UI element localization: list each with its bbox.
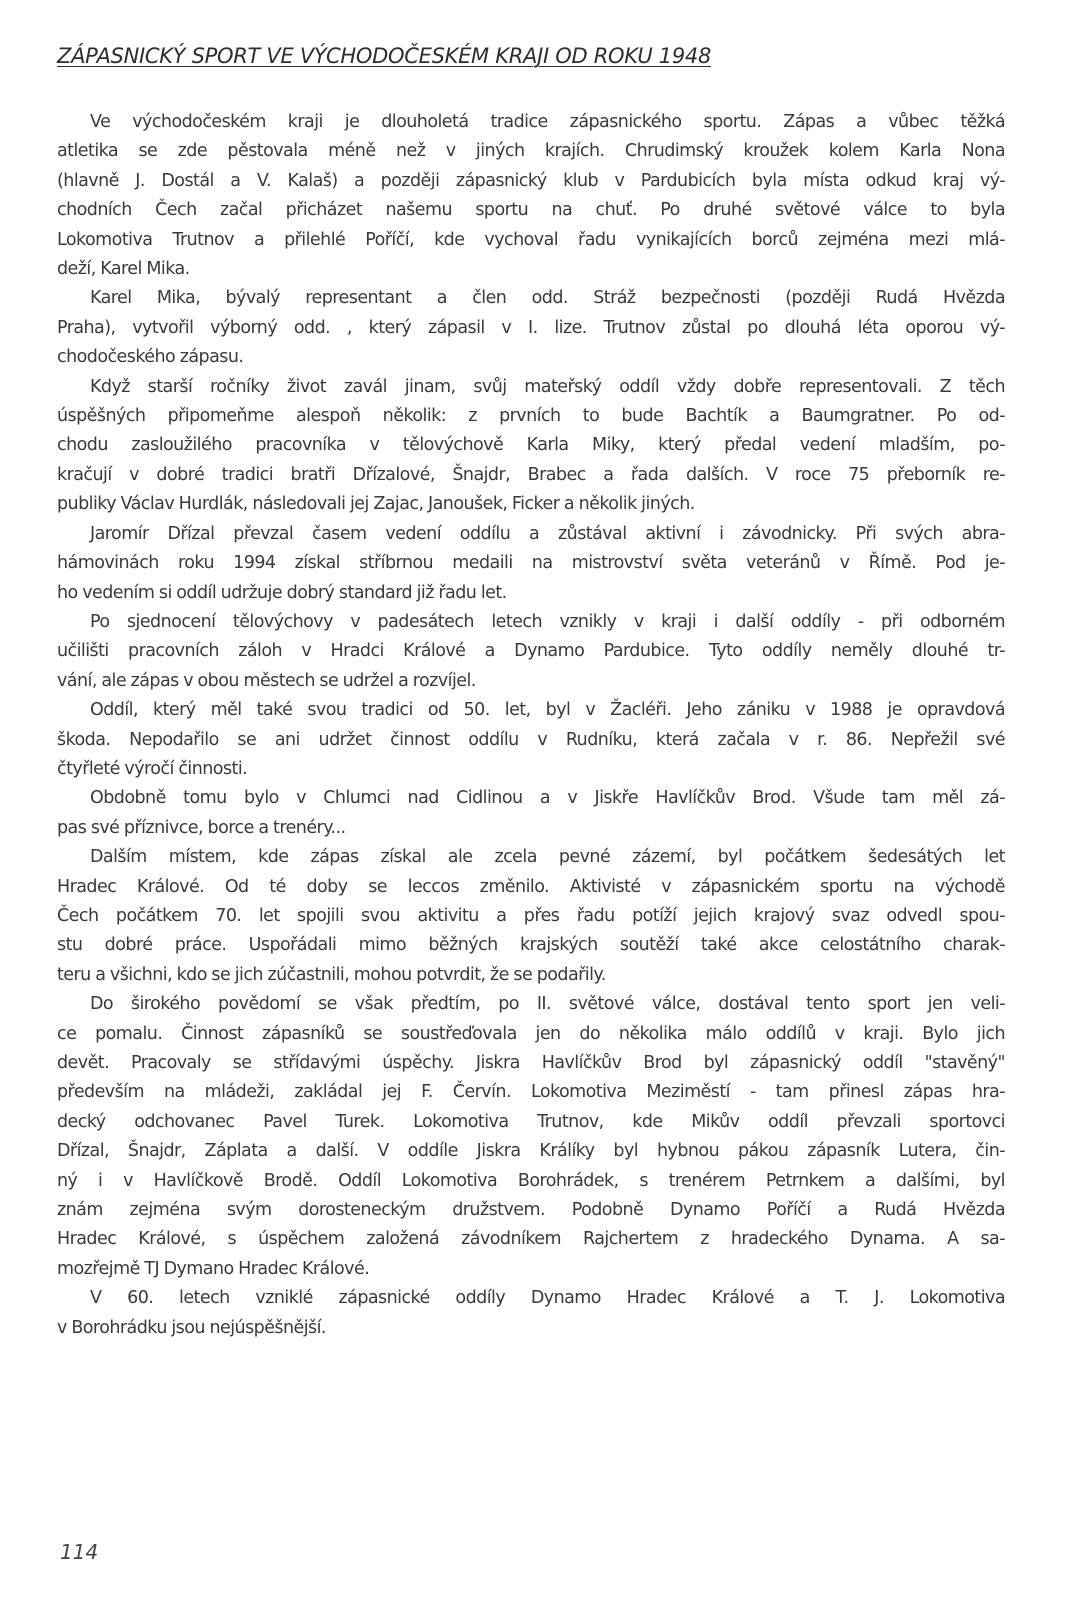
text-line: Lokomotiva Trutnov a přilehlé Poříčí, kde vychoval řadu vynikajících borců zejména mezi mlá-: [57, 229, 1005, 250]
text-line: Když starší ročníky život zavál jinam, svůj mateřský oddíl vždy dobře representovali. Z těch: [90, 376, 1005, 397]
text-line: Ve východočeském kraji je dlouholetá tradice zápasnického sportu. Zápas a vůbec těžká: [90, 112, 1005, 132]
paragraph: [57, 108, 1005, 284]
text-line: kračují v dobré tradici bratři Dřízalové, Šnajdr, Brabec a řada dalších. V roce 75 přeborník re-: [57, 464, 1005, 485]
chapter-title: ZÁPASNICKÝ SPORT VE VÝCHODOČESKÉM KRAJI OD ROKU 1948: [57, 44, 712, 68]
text-line: teru a všichni, kdo se jich zúčastnili, mohou potvrdit, že se podařily.: [57, 964, 606, 985]
text-line: znám zejména svým dorosteneckým družstvem. Podobně Dynamo Poříčí a Rudá Hvězda: [57, 1200, 1005, 1221]
text-line: úspěšných připomeňme alespoň několik: z prvních to bude Bachtík a Baumgratner. Po od-: [57, 406, 1005, 427]
paragraph: [57, 608, 1005, 696]
text-line: chodu zasloužilého pracovníka v tělovýchově Karla Miky, který předal vedení mladším, po-: [57, 435, 1005, 456]
body-text: [57, 108, 1005, 1343]
page-number: 114: [60, 1540, 99, 1564]
text-line: chodočeského zápasu.: [57, 347, 244, 368]
paragraph: [57, 1284, 1005, 1343]
text-line: devět. Pracovaly se střídavými úspěchy. Jiskra Havlíčkův Brod byl zápasnický oddíl "stavěný": [57, 1053, 1005, 1073]
text-line: Do širokého povědomí se však předtím, po II. světové válce, dostával tento sport jen veli-: [90, 994, 1005, 1015]
paragraph: [57, 520, 1005, 608]
text-line: čtyřleté výročí činnosti.: [57, 758, 248, 779]
text-line: mozřejmě TJ Dymano Hradec Králové.: [57, 1258, 370, 1279]
text-line: vání, ale zápas v obou městech se udržel a rozvíjel.: [57, 670, 476, 691]
text-line: decký odchovanec Pavel Turek. Lokomotiva Trutnov, kde Mikův oddíl převzali sportovci: [57, 1111, 1005, 1132]
text-line: V 60. letech vzniklé zápasnické oddíly Dynamo Hradec Králové a T. J. Lokomotiva: [90, 1288, 1005, 1309]
paragraph: [57, 990, 1005, 1284]
text-line: atletika se zde pěstovala méně než v jiných krajích. Chrudimský kroužek kolem Karla Nona: [57, 141, 1005, 162]
text-line: stu dobré práce. Uspořádali mimo běžných krajských soutěží také akce celostátního charak-: [57, 935, 1005, 956]
text-line: v Borohrádku jsou nejúspěšnější.: [57, 1317, 326, 1338]
text-line: Hradec Králové. Od té doby se leccos změnilo. Aktivisté v zápasnickém sportu na východě: [57, 876, 1005, 897]
text-line: Oddíl, který měl také svou tradici od 50. let, byl v Žacléři. Jeho zániku v 1988 je opravdová: [90, 700, 1005, 721]
paragraph: [57, 373, 1005, 520]
paragraph: [57, 784, 1005, 843]
text-line: učilišti pracovních záloh v Hradci Králové a Dynamo Pardubice. Tyto oddíly neměly dlouhé tr-: [57, 641, 1005, 662]
paragraph: [57, 696, 1005, 784]
text-line: škoda. Nepodařilo se ani udržet činnost oddílu v Rudníku, která začala v r. 86. Nepřežil své: [57, 729, 1005, 750]
paragraph: [57, 843, 1005, 990]
text-line: Obdobně tomu bylo v Chlumci nad Cidlinou a v Jiskře Havlíčkův Brod. Všude tam měl zá-: [90, 788, 1005, 809]
text-line: pas své příznivce, borce a trenéry...: [57, 817, 346, 838]
text-line: Čech počátkem 70. let spojili svou aktivitu a přes řadu potíží jejich krajový svaz odvedl spou-: [57, 905, 1005, 926]
text-line: (hlavně J. Dostál a V. Kalaš) a později zápasnický klub v Pardubicích byla místa odkud kraj vý-: [57, 170, 1005, 191]
text-line: Jaromír Dřízal převzal časem vedení oddílu a zůstával aktivní i závodnicky. Při svých abra-: [90, 523, 1005, 544]
text-line: ho vedením si oddíl udržuje dobrý standard již řadu let.: [57, 582, 507, 603]
text-line: ný i v Havlíčkově Brodě. Oddíl Lokomotiva Borohrádek, s trenérem Petrnkem a dalšími, byl: [57, 1170, 1005, 1191]
text-line: Hradec Králové, s úspěchem založená závodníkem Rajchertem z hradeckého Dynama. A sa-: [57, 1229, 1005, 1250]
text-line: Praha), vytvořil výborný odd. , který zápasil v I. lize. Trutnov zůstal po dlouhá léta oporou vý-: [57, 317, 1005, 338]
text-line: Po sjednocení tělovýchovy v padesátech letech vznikly v kraji i další oddíly - při odborném: [90, 611, 1005, 632]
paragraph: [57, 284, 1005, 372]
text-line: deží, Karel Mika.: [57, 259, 190, 280]
text-line: chodních Čech začal přicházet našemu sportu na chuť. Po druhé světové válce to byla: [57, 200, 1005, 221]
text-line: Dřízal, Šnajdr, Záplata a další. V oddíle Jiskra Králíky byl hybnou pákou zápasník Lutera, čin-: [57, 1141, 1005, 1162]
text-line: Dalším místem, kde zápas získal ale zcela pevné zázemí, byl počátkem šedesátých let: [90, 847, 1005, 868]
text-line: Karel Mika, bývalý representant a člen odd. Stráž bezpečnosti (později Rudá Hvězda: [90, 288, 1005, 309]
text-line: hámovinách roku 1994 získal stříbrnou medaili na mistrovství světa veteránů v Římě. Pod je-: [57, 553, 1005, 574]
text-line: ce pomalu. Činnost zápasníků se soustřeďovala jen do několika málo oddílů v kraji. Bylo jich: [57, 1023, 1005, 1044]
text-line: především na mládeži, zakládal jej F. Červín. Lokomotiva Meziměstí - tam přinesl zápas hra-: [57, 1082, 1005, 1103]
text-line: publiky Václav Hurdlák, následovali jej Zajac, Janoušek, Ficker a několik jiných.: [57, 494, 695, 515]
